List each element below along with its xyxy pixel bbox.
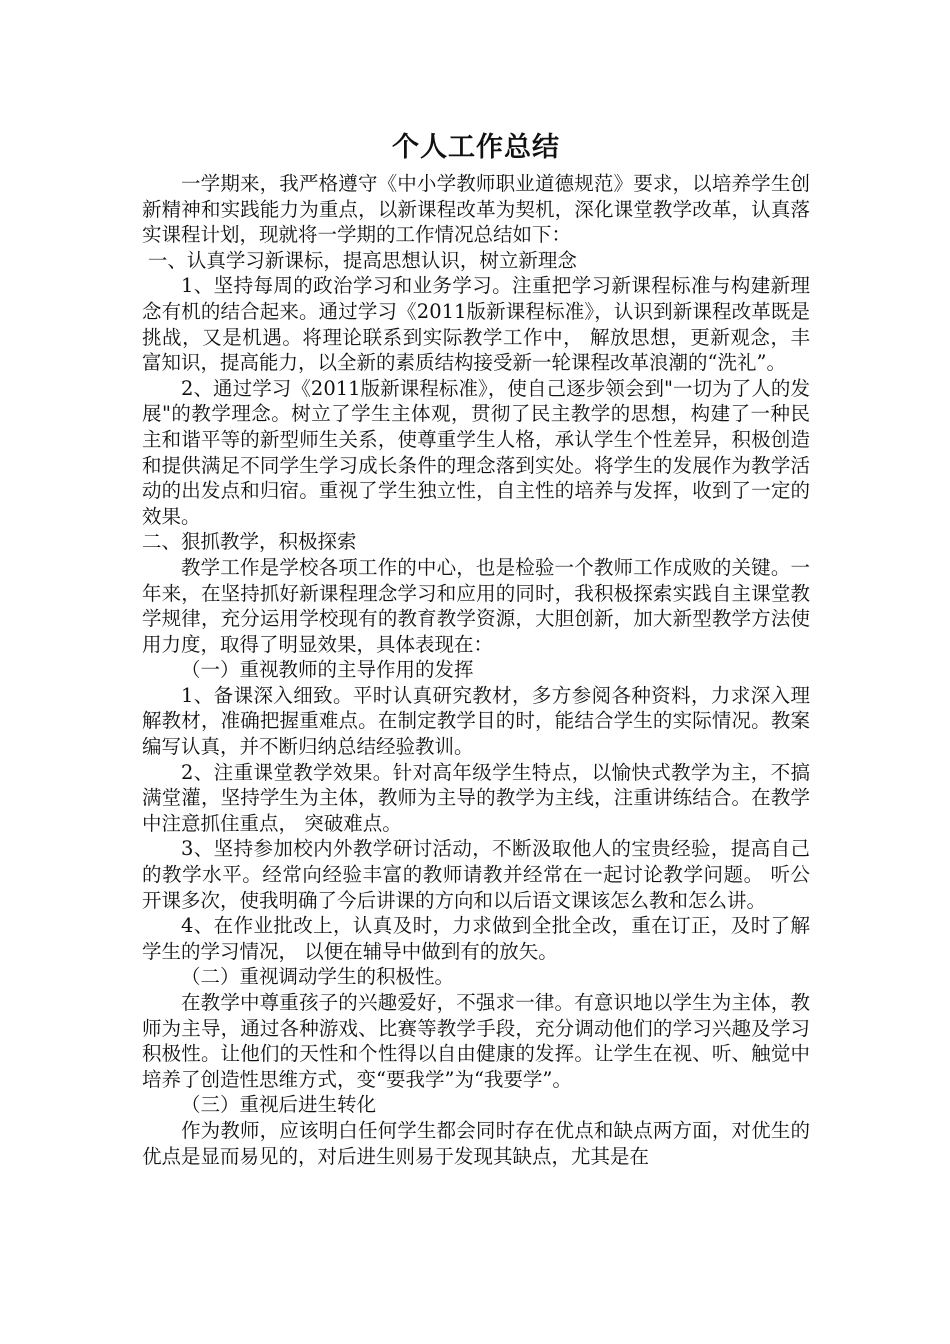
intro-paragraph: 一学期来，我严格遵守《中小学教师职业道德规范》要求，以培养学生创新精神和实践能力为重点，以新课程改革为契机，深化课堂教学改革，认真落实课程计划，现就将一学期的工作情况总结如下： <box>142 172 810 247</box>
paragraph: 1、坚持每周的政治学习和业务学习。注重把学习新课程标准与构建新理念有机的结合起来。通过学习《2011版新课程标准》，认识到新课程改革既是挑战，又是机遇。将理论联系到实际教学工作中， 解放思想，更新观念，丰富知识，提高能力，以全新的素质结构接受新一轮课程改革浪潮的“洗礼”。 <box>142 274 810 375</box>
subsection-heading-1: （一）重视教师的主导作用的发挥 <box>181 658 474 682</box>
section-heading-1: 一、认真学习新课标，提高思想认识，树立新理念 <box>147 248 577 272</box>
document-page <box>142 128 810 1169</box>
paragraph: 2、注重课堂教学效果。针对高年级学生特点，以愉快式教学为主，不搞满堂灌，坚持学生为主体，教师为主导的教学为主线，注重讲练结合。在教学中注意抓住重点， 突破难点。 <box>142 760 810 835</box>
paragraph: 1、备课深入细致。平时认真研究教材，多方参阅各种资料，力求深入理解教材，准确把握重难点。在制定教学目的时，能结合学生的实际情况。教案编写认真，并不断归纳总结经验教训。 <box>142 683 810 759</box>
document-title: 个人工作总结 <box>392 132 560 163</box>
subsection-heading-2: （二）重视调动学生的积极性。 <box>181 965 455 989</box>
paragraph: 4、在作业批改上，认真及时，力求做到全批全改，重在订正，及时了解学生的学习情况， 以便在辅导中做到有的放矢。 <box>142 914 810 963</box>
paragraph: 2、通过学习《2011版新课程标准》，使自己逐步领会到"一切为了人的发展"的教学理念。树立了学生主体观，贯彻了民主教学的思想，构建了一种民主和谐平等的新型师生关系，使尊重学生人格，承认学生个性差异，积极创造和提供满足不同学生学习成长条件的理念落到实处。将学生的发展作为教学活动的出发点和归宿。重视了学生独立性，自主性的培养与发挥，收到了一定的效果。 <box>142 376 810 528</box>
section-heading-2: 二、狠抓教学，积极探索 <box>142 530 357 554</box>
paragraph: 作为教师，应该明白任何学生都会同时存在优点和缺点两方面，对优生的优点是显而易见的，对后进生则易于发现其缺点，尤其是在 <box>142 1118 810 1168</box>
subsection-heading-3: （三）重视后进生转化 <box>181 1093 377 1117</box>
paragraph: 3、坚持参加校内外教学研讨活动，不断汲取他人的宝贵经验，提高自己的教学水平。经常向经验丰富的教师请教并经常在一起讨论教学问题。 听公开课多次，使我明确了今后讲课的方向和以后语文课该怎么教和怎么讲。 <box>142 837 810 912</box>
paragraph: 教学工作是学校各项工作的中心，也是检验一个教师工作成败的关键。一年来，在坚持抓好新课程理念学习和应用的同时，我积极探索实践自主课堂教学规律，充分运用学校现有的教育教学资源，大胆创新，加大新型教学方法使用力度，取得了明显效果，具体表现在： <box>142 555 810 656</box>
paragraph: 在教学中尊重孩子的兴趣爱好，不强求一律。有意识地以学生为主体，教师为主导，通过各种游戏、比赛等教学手段，充分调动他们的学习兴趣及学习积极性。让他们的天性和个性得以自由健康的发挥。让学生在视、听、触觉中培养了创造性思维方式，变“要我学”为“我要学”。 <box>142 991 810 1091</box>
